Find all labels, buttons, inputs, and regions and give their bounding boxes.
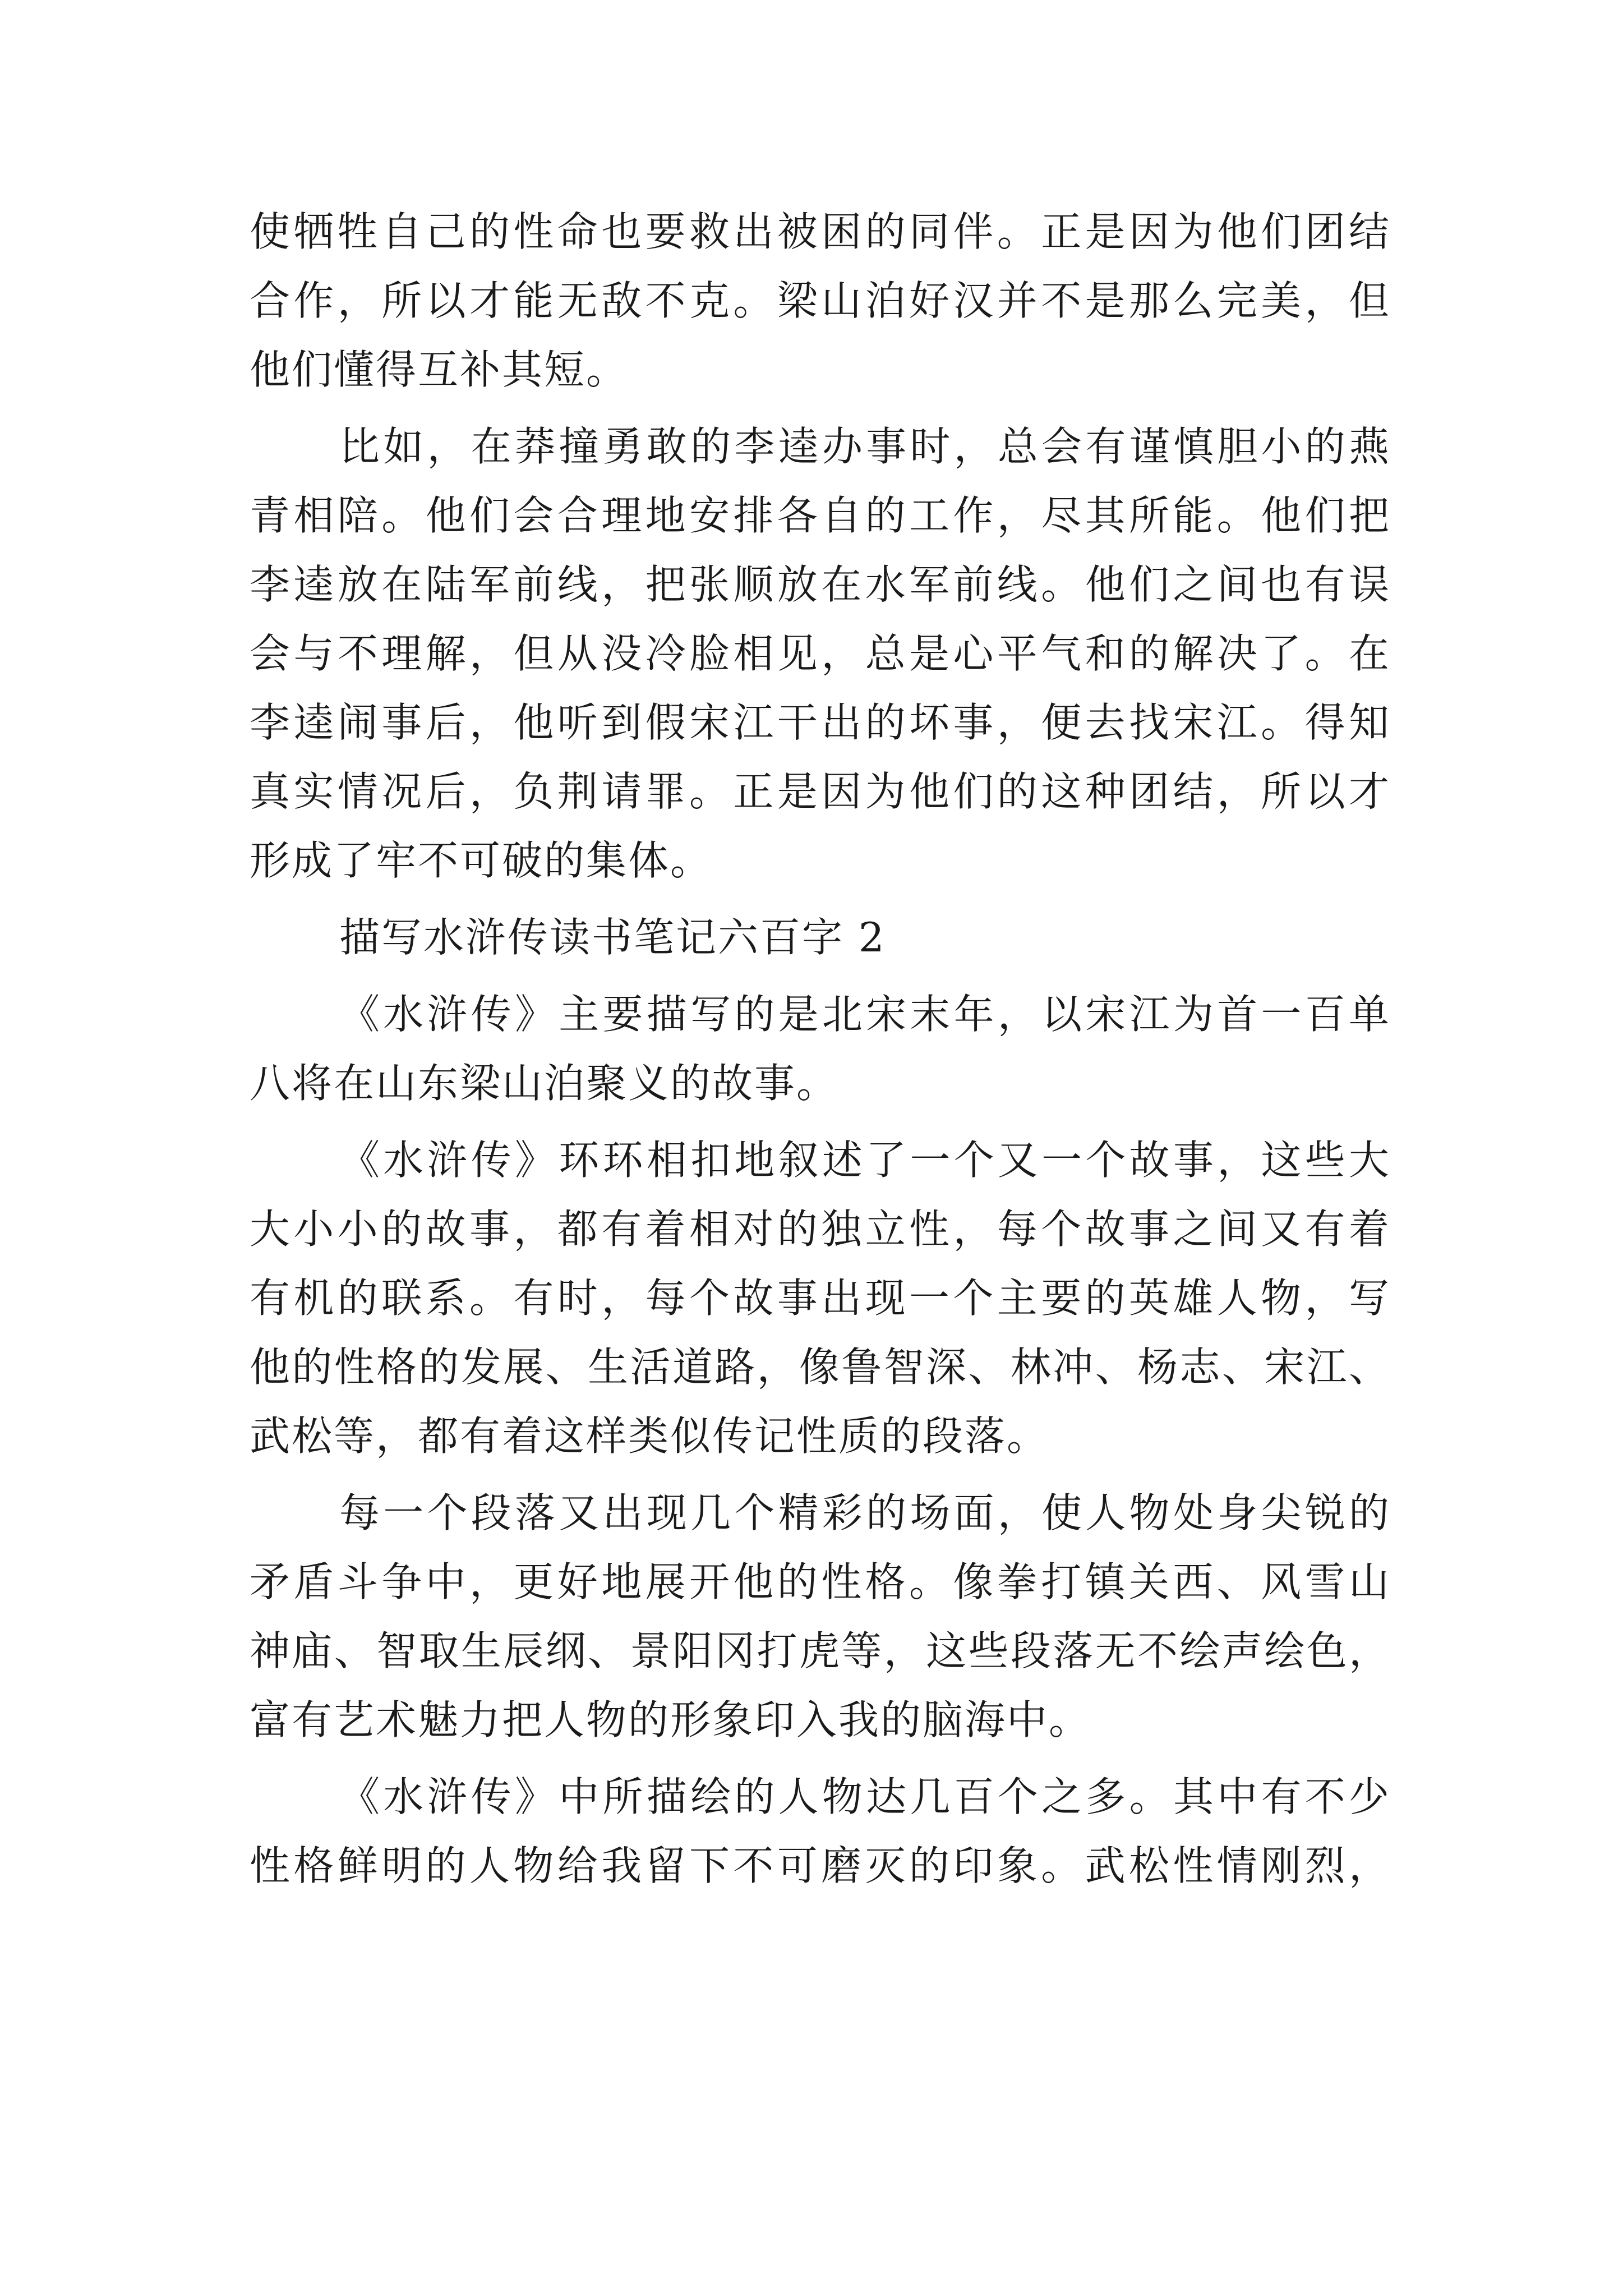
text-line: 《水浒传》中所描绘的人物达几百个之多。其中有不少 xyxy=(339,1773,1391,1820)
text-line: 青相陪。他们会合理地安排各自的工作，尽其所能。他们把 xyxy=(250,492,1391,539)
text-line: 使牺牲自己的性命也要救出被困的同伴。正是因为他们团结 xyxy=(250,208,1391,255)
text-line: 《水浒传》主要描写的是北宋末年，以宋江为首一百单 xyxy=(339,991,1391,1038)
text-line: 每一个段落又出现几个精彩的场面，使人物处身尖锐的 xyxy=(339,1489,1391,1536)
text-line: 比如，在莽撞勇敢的李逵办事时，总会有谨慎胆小的燕 xyxy=(339,423,1391,470)
text-line: 他的性格的发展、生活道路，像鲁智深、林冲、杨志、宋江、 xyxy=(250,1343,1391,1391)
text-line: 李逵闹事后，他听到假宋江干出的坏事，便去找宋江。得知 xyxy=(250,699,1391,746)
text-line: 他们懂得互补其短。 xyxy=(250,346,629,393)
text-line: 富有艺术魅力把人物的形象印入我的脑海中。 xyxy=(250,1696,1091,1743)
text-line: 矛盾斗争中，更好地展开他的性格。像拳打镇关西、风雪山 xyxy=(250,1558,1391,1605)
text-line: 合作，所以才能无敌不克。梁山泊好汉并不是那么完美，但 xyxy=(250,277,1391,324)
text-line: 《水浒传》环环相扣地叙述了一个又一个故事，这些大 xyxy=(339,1137,1391,1184)
section-heading: 描写水浒传读书笔记六百字 2 xyxy=(339,914,886,961)
text-line: 会与不理解，但从没冷脸相见，总是心平气和的解决了。在 xyxy=(250,630,1391,677)
text-line: 神庙、智取生辰纲、景阳冈打虎等，这些段落无不绘声绘色， xyxy=(250,1627,1391,1674)
text-line: 李逵放在陆军前线，把张顺放在水军前线。他们之间也有误 xyxy=(250,561,1391,608)
text-line: 武松等，都有着这样类似传记性质的段落。 xyxy=(250,1412,1049,1460)
text-line: 八将在山东梁山泊聚义的故事。 xyxy=(250,1060,839,1107)
text-line: 性格鲜明的人物给我留下不可磨灭的印象。武松性情刚烈， xyxy=(250,1842,1391,1889)
text-body xyxy=(250,197,1391,1901)
text-line: 有机的联系。有时，每个故事出现一个主要的英雄人物，写 xyxy=(250,1274,1391,1322)
text-line: 真实情况后，负荆请罪。正是因为他们的这种团结，所以才 xyxy=(250,768,1391,815)
text-line: 形成了牢不可破的集体。 xyxy=(250,837,713,884)
text-line: 大小小的故事，都有着相对的独立性，每个故事之间又有着 xyxy=(250,1205,1391,1253)
